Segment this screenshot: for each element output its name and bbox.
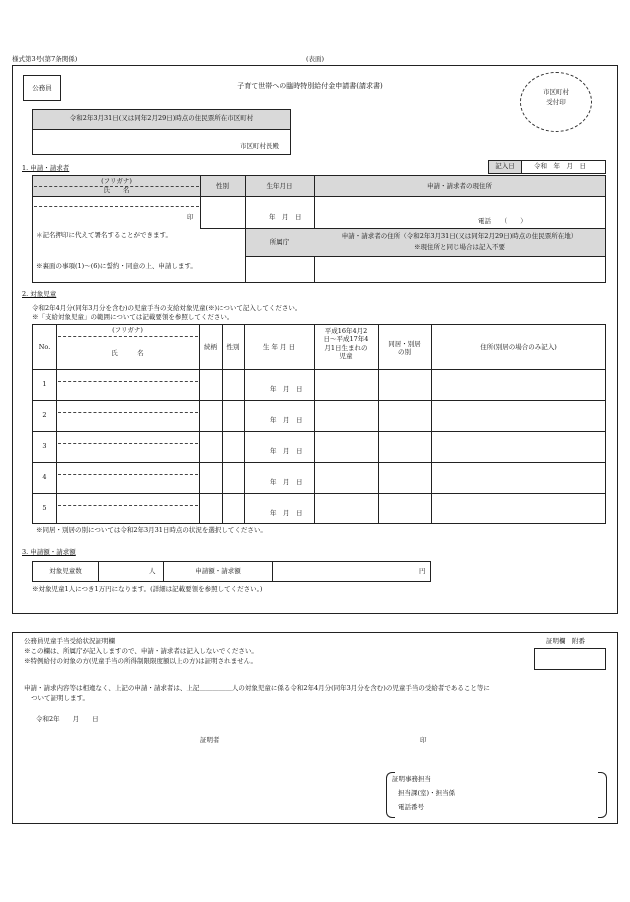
child-birth-ymd[interactable]: 年 月 日 xyxy=(270,416,303,424)
agency-label: 所属庁 xyxy=(269,238,290,246)
child-birth-ymd[interactable]: 年 月 日 xyxy=(270,509,303,517)
col-gender-header: 性別 xyxy=(226,342,240,351)
section1-heading: 1. 申請・請求者 xyxy=(22,164,70,172)
certification-date[interactable]: 令和2年 月 日 xyxy=(36,715,99,723)
contact-line1: 証明事務担当 xyxy=(392,775,431,783)
certification-body2: ついて証明します。 xyxy=(31,694,89,702)
certification-number-label: 証明欄 附番 xyxy=(546,637,585,645)
child-furigana-input[interactable] xyxy=(58,412,198,413)
col-birth-header: 生 年 月 日 xyxy=(262,342,296,351)
civil-servant-box[interactable] xyxy=(23,75,61,101)
child-count-unit: 人 xyxy=(149,567,156,575)
amount-label: 申請額・請求額 xyxy=(195,567,241,576)
certification-number-input[interactable] xyxy=(534,648,606,670)
child-furigana-input[interactable] xyxy=(58,474,198,475)
applicant-furigana-header: (フリガナ) xyxy=(101,177,132,185)
certification-note1: ※この欄は、所属庁が記入しますので、申請・請求者は記入しないでください。 xyxy=(24,647,258,655)
col-child-address-header: 住所(別居の場合のみ記入) xyxy=(480,342,557,351)
child-row-number: 3 xyxy=(42,442,47,451)
col-relation-header: 続柄 xyxy=(204,342,217,351)
agency-input[interactable] xyxy=(246,257,314,282)
receipt-seal xyxy=(520,72,592,132)
certification-title: 公務員児童手当受給状況証明欄 xyxy=(24,637,115,645)
applicant-phone[interactable]: 電話 （ ） xyxy=(478,217,527,225)
contact-bracket-right xyxy=(598,772,607,818)
receipt-seal-line2: 受付印 xyxy=(546,98,566,106)
certifier-seal: 印 xyxy=(420,736,427,744)
child-birth-ymd[interactable]: 年 月 日 xyxy=(270,385,303,393)
col-furigana-header: (フリガナ) xyxy=(112,326,143,334)
amount-input[interactable] xyxy=(273,562,431,581)
form-title: 子育て世帯への臨時特別給付金申請書(請求書) xyxy=(237,82,383,90)
certification-note2: ※特例給付の対象の方(児童手当の所得制限限度額以上の方)は証明されません。 xyxy=(24,657,257,665)
contact-line3: 電話番号 xyxy=(398,803,424,811)
applicant-name-header: 氏 名 xyxy=(103,186,130,194)
applicant-birth-header: 生年月日 xyxy=(266,182,293,190)
cohabitation-footnote: ※同居・別居の別については令和2年3月31日時点の状況を選択してください。 xyxy=(36,526,267,534)
certifier-label: 証明者 xyxy=(200,736,220,744)
amount-unit: 円 xyxy=(419,567,426,575)
col-name-header: 氏 名 xyxy=(111,348,144,357)
section2-heading: 2. 対象児童 xyxy=(22,290,57,298)
entry-date-value[interactable]: 令和 年 月 日 xyxy=(534,162,586,170)
page-side-label: (表面) xyxy=(306,55,325,63)
certification-body1: 申請・請求内容等は相違なく、上記の申請・請求者は、上記＿＿＿＿＿人の対象児童に係る令和2年4月分(同年3月分を含む)の児童手当の受給者であること等に xyxy=(24,684,490,692)
child-row-number: 5 xyxy=(42,504,47,513)
form-number: 様式第3号(第7条関係) xyxy=(12,55,78,63)
residence-label: 令和2年3月31日(又は同年2月29日)時点の住民票所在市区町村 xyxy=(69,114,254,122)
entry-date-label: 記入日 xyxy=(495,162,515,170)
col-born-range-header: 平成16年4月2 日～平成17年4 月1日生まれの 児童 xyxy=(323,327,369,361)
prev-address-line2: ※現住所と同じ場合は記入不要 xyxy=(414,243,505,251)
child-furigana-input[interactable] xyxy=(58,381,198,382)
applicant-seal-mark: 印 xyxy=(187,213,194,221)
applicant-furigana-input[interactable] xyxy=(34,206,199,207)
applicant-birth-ymd[interactable]: 年 月 日 xyxy=(269,213,302,221)
child-birth-ymd[interactable]: 年 月 日 xyxy=(270,447,303,455)
section3-heading: 3. 申請額・請求額 xyxy=(22,548,76,556)
amount-note: ※対象児童1人につき1万円になります。(詳細は記載要領を参照してください。) xyxy=(32,585,263,593)
contact-line2: 担当課(室)・担当係 xyxy=(398,789,456,797)
child-row-number: 4 xyxy=(42,473,47,482)
child-furigana-input[interactable] xyxy=(58,443,198,444)
children-note2: ※「支給対象児童」の範囲については記載要領を参照してください。 xyxy=(32,313,234,321)
signature-note: ＊記名押印に代えて署名することができます。 xyxy=(36,231,172,239)
receipt-seal-line1: 市区町村 xyxy=(543,88,569,96)
child-birth-ymd[interactable]: 年 月 日 xyxy=(270,478,303,486)
agreement-note: ※裏面の事項(1)～(6)に誓約・同意の上、申請します。 xyxy=(36,262,197,270)
col-cohabitation-header: 同居・別居 の別 xyxy=(388,340,421,357)
prev-address-line1: 申請・請求者の住所（令和2年3月31日(又は同年2月29日)時点の住民票所在地） xyxy=(341,232,578,240)
applicant-gender-header: 性別 xyxy=(216,182,229,190)
mayor-label: 市区町村長殿 xyxy=(240,142,279,150)
col-no-header: No. xyxy=(38,342,51,351)
child-furigana-input[interactable] xyxy=(58,505,198,506)
child-row-number: 1 xyxy=(42,380,47,389)
children-note1: 令和2年4月分(同年3月分を含む)の児童手当の支給対象児童(※)について記入してください。 xyxy=(32,304,302,312)
civil-servant-label: 公務員 xyxy=(32,83,52,92)
prev-address-input[interactable] xyxy=(315,257,605,282)
child-row-number: 2 xyxy=(42,411,47,420)
child-count-label: 対象児童数 xyxy=(49,567,82,576)
applicant-address-header: 申請・請求者の現住所 xyxy=(427,182,492,190)
